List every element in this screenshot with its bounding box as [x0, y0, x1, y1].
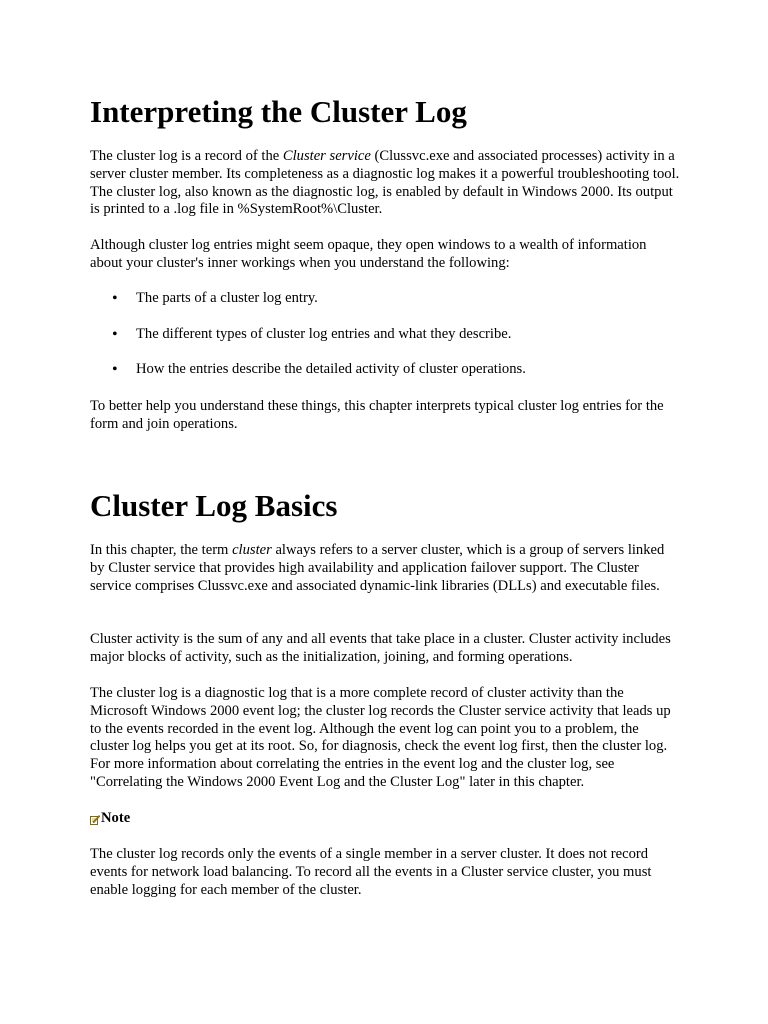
intro-text-before: The cluster log is a record of the [90, 148, 283, 164]
list-item [90, 361, 680, 379]
note-paragraph: The cluster log records only the events of a single member in a server cluster. It does not record events for network load balancing. To record all the events in a Cluster service cluster, you must enable logging for each member of the cluster. [90, 846, 652, 898]
bullet-icon: • [112, 361, 118, 378]
definition-text-before: In this chapter, the term [90, 542, 233, 558]
note-pencil-icon [90, 813, 100, 824]
list-item-text: The different types of cluster log entries and what they describe. [136, 326, 512, 342]
note-heading [90, 810, 130, 828]
understanding-paragraph: Although cluster log entries might seem opaque, they open windows to a wealth of information about your cluster's inner workings when you understand the following: [90, 237, 647, 271]
cluster-activity-paragraph: Cluster activity is the sum of any and all events that take place in a cluster. Cluster activity includes major blocks of activity, such as the initialization, joining, and forming operations. [90, 631, 671, 665]
bullet-icon: • [112, 326, 118, 343]
cluster-definition-paragraph [90, 542, 680, 595]
bullet-icon: • [112, 290, 118, 307]
heading-interpreting-cluster-log: Interpreting the Cluster Log [90, 94, 467, 129]
definition-text-after: always refers to a server cluster, which is a group of servers linked by Cluster service that provides high availability and application failover support. The Cluster service comprises Clussvc.exe and associated dynamic-link libraries (DLLs) and executable files. [90, 542, 665, 594]
chapter-purpose-paragraph: To better help you understand these things, this chapter interprets typical cluster log entries for the form and join operations. [90, 398, 664, 432]
intro-text-emphasis: Cluster service [282, 148, 371, 164]
list-item [90, 326, 680, 344]
heading-cluster-log-basics: Cluster Log Basics [90, 488, 338, 523]
list-item [90, 290, 680, 308]
note-label: Note [101, 810, 131, 826]
list-item-text: The parts of a cluster log entry. [136, 290, 318, 306]
definition-text-emphasis: cluster [232, 542, 272, 558]
intro-text-after: (Clussvc.exe and associated processes) activity in a server cluster member. Its completeness as a diagnostic log makes it a powerful troubleshooting tool. The cluster log, also known as the diagnostic log, is enabled by default in Windows 2000. Its output is printed to a .log file in %SystemRoot%\Cluster. [90, 148, 680, 218]
cluster-log-diagnostic-paragraph: The cluster log is a diagnostic log that is a more complete record of cluster activity than the Microsoft Windows 2000 event log; the cluster log records the Cluster service activity that leads up to the events recorded in the event log. Although the event log can point you to a problem, the cluster log helps you get at its root. So, for diagnosis, check the event log first, then the cluster log. For more information about correlating the entries in the event log and the cluster log, see "Correlating the Windows 2000 Event Log and the Cluster Log" later in this chapter. [90, 685, 671, 790]
intro-paragraph [90, 148, 680, 219]
list-item-text: How the entries describe the detailed activity of cluster operations. [136, 361, 526, 377]
